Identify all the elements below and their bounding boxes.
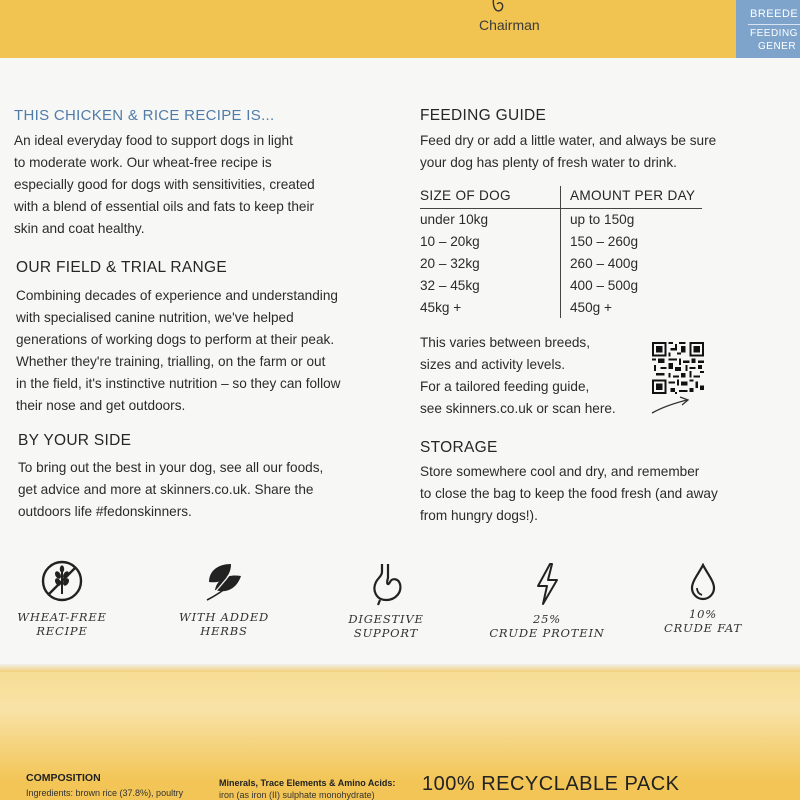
feature-caption [487,612,607,640]
storage-line: to close the bag to keep the food fresh (and away [420,486,718,501]
feeding-table [420,186,702,316]
feeding-guide-heading: FEEDING GUIDE [420,107,547,124]
composition-title: COMPOSITION [26,772,101,784]
feature-caption-line: DIGESTIVE [348,612,424,626]
feature-caption-line: SUPPORT [353,626,419,640]
table-cell-size: 10 – 20kg [420,234,480,249]
tag-line-3: GENER [758,41,797,52]
range-line: Whether they're training, trialling, on the farm or out [16,354,326,369]
feature-caption-line: 10% [689,607,717,621]
bottom-strip [0,672,800,800]
feature-caption [2,610,122,638]
recipe-text [14,130,315,240]
tag-divider [748,24,800,25]
table-cell-size: 45kg + [420,300,462,315]
qr-code-icon[interactable] [652,342,704,394]
tag-line-1: BREEDE [750,8,799,20]
feature-caption [326,612,446,640]
storage-line: Store somewhere cool and dry, and remember [420,464,700,479]
feature-herbs [164,560,284,638]
herbs-leaf-icon [201,560,247,604]
range-line: with specialised canine nutrition, we've helped [16,310,294,325]
table-cell-amount: 150 – 260g [570,234,639,249]
feature-caption-line: WHEAT-FREE [17,610,107,624]
storage-line: from hungry dogs!). [420,508,538,523]
feature-wheat-free [2,558,122,638]
recyclable-pack-title: 100% RECYCLABLE PACK [422,773,680,795]
table-column-rule [560,186,561,318]
feature-digestive [326,562,446,640]
recipe-line: An ideal everyday food to support dogs in light [14,133,293,148]
feature-fat [643,563,763,635]
range-heading: OUR FIELD & TRIAL RANGE [16,259,228,276]
table-cell-size: under 10kg [420,212,489,227]
droplet-icon [689,563,717,601]
table-cell-amount: 400 – 500g [570,278,639,293]
table-cell-size: 32 – 45kg [420,278,480,293]
table-cell-amount: 260 – 400g [570,256,639,271]
tag-line-2: FEEDING [750,28,798,39]
table-header-rule [420,208,702,209]
side-line: get advice and more at skinners.co.uk. Share the [18,482,314,497]
panel-edge [0,664,800,672]
feature-caption-line: CRUDE FAT [664,621,742,635]
range-line: generations of working dogs to perform at their peak. [16,332,335,347]
feature-caption-line: WITH ADDED [178,610,270,624]
varies-line: For a tailored feeding guide, [420,379,590,394]
recipe-line: with a blend of essential oils and fats to keep their [14,199,314,214]
side-heading: BY YOUR SIDE [18,432,132,449]
storage-text [420,461,718,527]
range-line: in the field, it's instinctive nutrition – so they can follow [16,376,341,391]
table-header-amount: AMOUNT PER DAY [570,188,696,203]
feature-caption [164,610,284,638]
minerals-title: Minerals, Trace Elements & Amino Acids: [219,778,396,788]
varies-line: see skinners.co.uk or scan here. [420,401,616,416]
ingredients-text: Ingredients: brown rice (37.8%), poultry [26,788,184,798]
feature-caption-line: RECIPE [36,624,88,638]
table-cell-size: 20 – 32kg [420,256,480,271]
recipe-line: to moderate work. Our wheat-free recipe is [14,155,272,170]
chairman-caption: Chairman [479,17,540,33]
side-line: To bring out the best in your dog, see all our foods, [18,460,324,475]
feature-caption-line: CRUDE PROTEIN [489,626,605,640]
varies-line: sizes and activity levels. [420,357,566,372]
recipe-line: skin and coat healthy. [14,221,145,236]
feature-caption [643,607,763,635]
varies-line: This varies between breeds, [420,335,591,350]
feeding-guide-text [420,130,716,174]
bag-top-band [0,0,800,58]
signature-mark [479,0,529,16]
storage-heading: STORAGE [420,439,498,456]
recipe-heading: THIS CHICKEN & RICE RECIPE IS... [14,107,275,124]
wheat-free-icon [39,558,85,604]
range-line: Combining decades of experience and understanding [16,288,338,303]
recipe-line: especially good for dogs with sensitivities, created [14,177,315,192]
feature-protein [487,562,607,640]
lightning-icon [532,562,562,606]
feature-caption-line: 25% [533,612,561,626]
side-text [18,457,323,523]
arrow-icon [649,394,695,416]
table-cell-amount: 450g + [570,300,612,315]
feeding-line: Feed dry or add a little water, and always be sure [420,133,717,148]
stomach-icon [366,562,406,606]
minerals-text: iron (as iron (II) sulphate monohydrate) [219,790,375,800]
feature-caption-line: HERBS [200,624,248,638]
range-text [16,285,340,417]
table-header-size: SIZE OF DOG [420,188,511,203]
feeding-line: your dog has plenty of fresh water to drink. [420,155,677,170]
side-line: outdoors life #fedonskinners. [18,504,192,519]
varies-text [420,332,616,420]
table-cell-amount: up to 150g [570,212,635,227]
range-line: their nose and get outdoors. [16,398,186,413]
